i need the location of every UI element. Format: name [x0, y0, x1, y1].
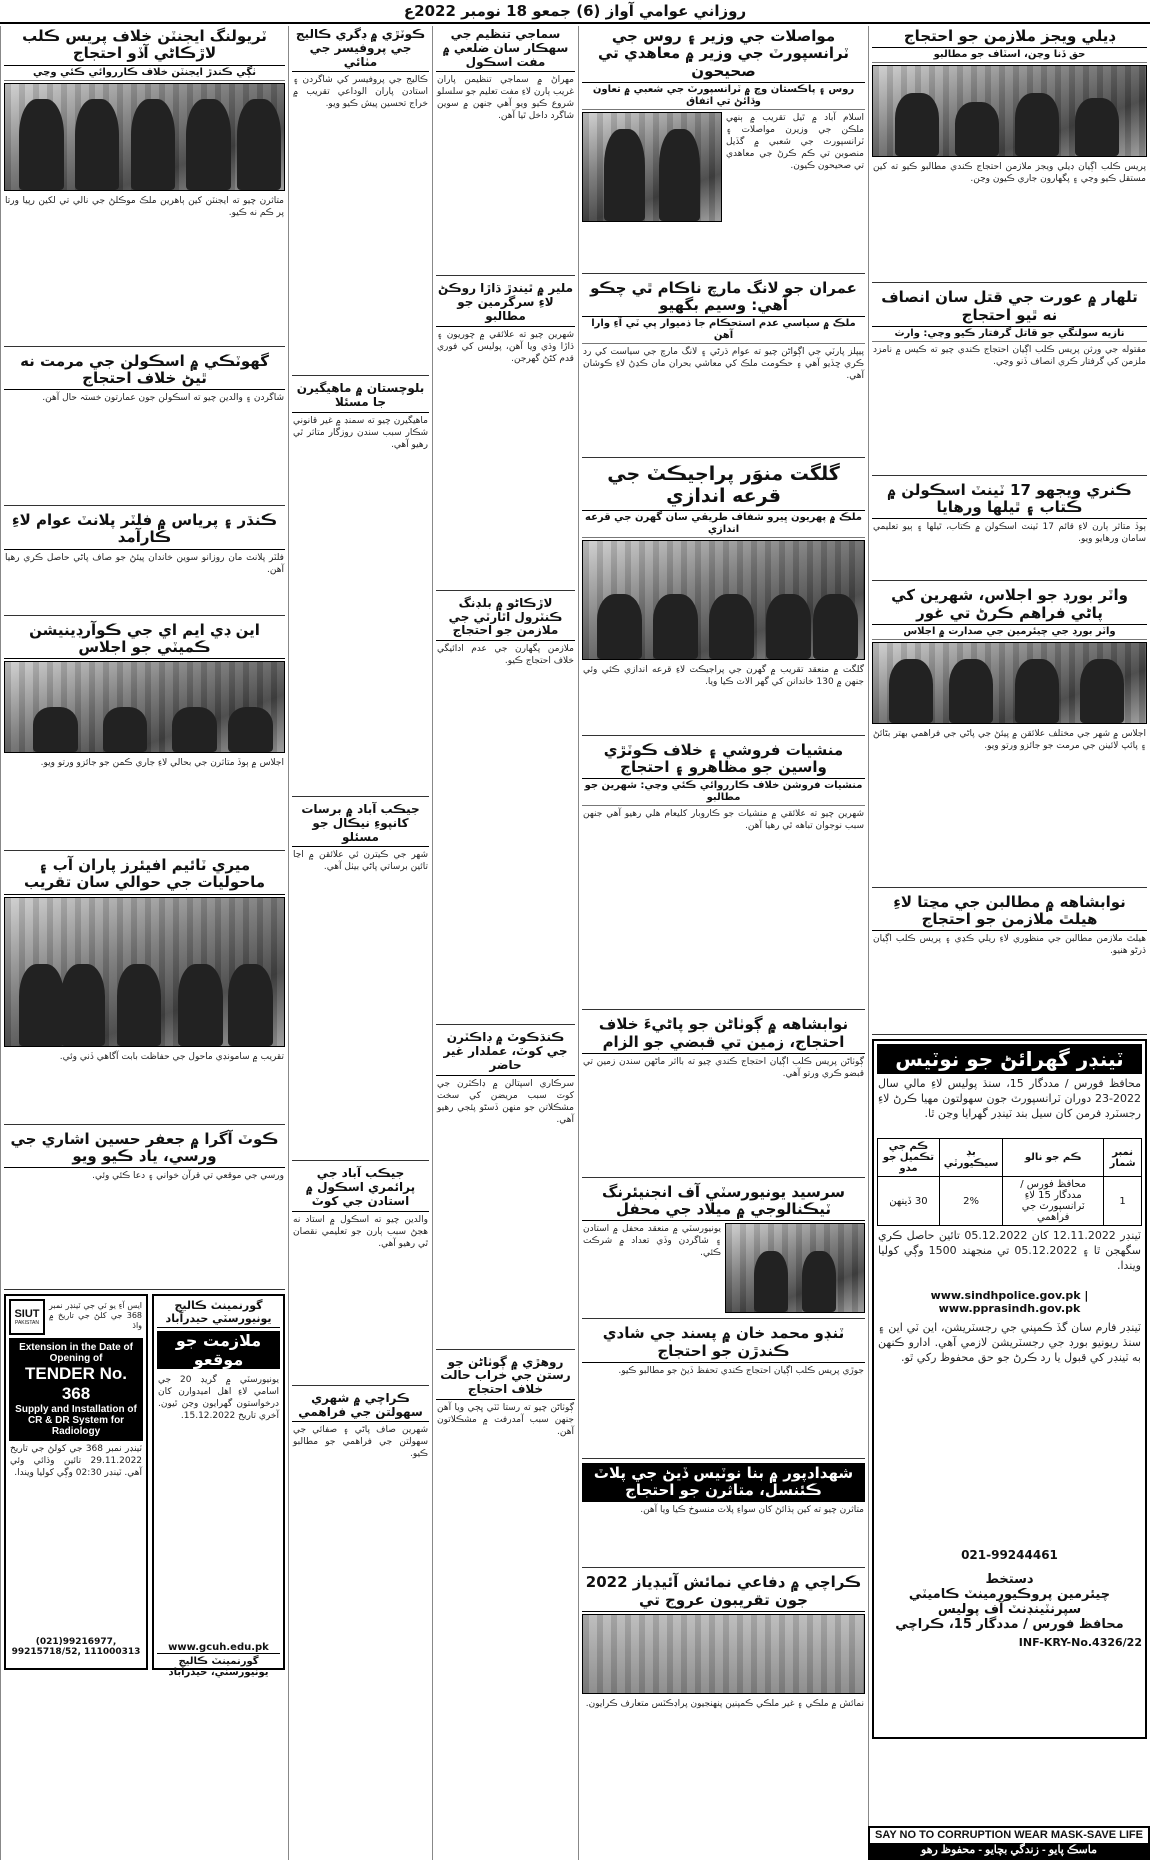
story-talhar	[872, 287, 1147, 476]
siut-title-3: Supply and Installation of	[15, 1404, 137, 1415]
siut-title-1: Extension in the Date of Opening of	[19, 1342, 133, 1364]
story-body: ملازمن پگهارن جي عدم ادائيگي خلاف احتجاج ڪيو.	[437, 644, 574, 667]
story-daily-wages	[872, 26, 1147, 283]
headline[interactable]: ميري ٽائيم افيئرز پاران آب ۽ ماحوليات جي حوالي سان تقريب	[4, 855, 285, 895]
subheadline: ملڪ ۾ سياسي عدم استحڪام جا ذميوار پي ٽي آءِ وارا آهن	[582, 317, 865, 344]
story-tent-schools	[872, 480, 1147, 582]
headline[interactable]: گلگت منوَر پراجيڪٽ جي قرعه اندازي	[582, 462, 865, 511]
story-ghotki-schools	[4, 351, 285, 507]
story-building-control	[436, 595, 575, 1025]
story-body: شهرين چيو ته علائقي ۾ منشيات جو ڪاروبار کليعام هلي رهيو آهي جنهن سبب نوجوان تباهه ٿي رهيا آهن.	[583, 809, 864, 832]
tender-table	[877, 1138, 1142, 1226]
table-cell: 30 ڏينهن	[878, 1177, 940, 1226]
table-header: ڪم جي تڪميل جو مدو	[878, 1139, 940, 1177]
tender-ref: INF-KRY-No.4326/22	[1018, 1636, 1142, 1650]
siut-title-2: TENDER No. 368	[25, 1364, 128, 1403]
column-5	[0, 26, 288, 1860]
headline[interactable]: ڪوٽ آگرا ۾ جعفر حسين اشاري جي ورسي، ياد ڪيو ويو	[4, 1129, 285, 1169]
subheadline: نازيه سولنگي جو قاتل گرفتار ڪيو وڃي: وارث	[872, 327, 1147, 342]
tender-signer: چيئرمين پروڪيورمينٽ ڪاميٽي	[908, 1587, 1111, 1603]
meeting-photo	[4, 661, 285, 753]
headline[interactable]: اين ڊي ايم اي جي ڪوآرڊينيشن ڪميٽي جو اجلاس	[4, 620, 285, 660]
table-cell: محافظ فورس / مددگار 15 لاءِ ٽرانسپورٽ جي فراهمي	[1003, 1177, 1104, 1226]
seminar-photo	[4, 897, 285, 1047]
story-body: اجلاس ۾ ٻوڏ متاثرن جي بحالي لاءِ جاري ڪمن جو جائزو ورتو ويو.	[40, 758, 284, 768]
siut-title-4: CR & DR System for Radiology	[27, 1415, 125, 1437]
table-header: ڪم جو نالو	[1003, 1139, 1104, 1177]
siut-tender-ad	[4, 1294, 148, 1670]
headline[interactable]: ڊيلي ويجز ملازمن جو احتجاج	[872, 26, 1147, 48]
table-cell: 2%	[939, 1177, 1002, 1226]
tender-unit: محافظ فورس / مددگار 15، ڪراچي	[895, 1617, 1124, 1633]
story-long-march	[582, 278, 865, 459]
balloting-photo	[582, 540, 865, 660]
story-body: هيلٿ ملازمن مطالبن جي منظوري لاءِ ريلي ڪڍي ۽ پريس ڪلب اڳيان ڌرڻو هنيو.	[873, 934, 1146, 957]
slogan-english: SAY NO TO CORRUPTION WEAR MASK-SAVE LIFE	[875, 1829, 1143, 1841]
table-cell: 1	[1104, 1177, 1142, 1226]
mehfil-photo	[725, 1223, 865, 1313]
story-body: ماهيگيرن چيو ته سمنڊ ۾ غير قانوني شڪار سبب سندن روزگار متاثر ٿي رهيو آهي.	[293, 415, 428, 450]
story-body: پريس ڪلب اڳيان ڊيلي ويجز ملازمن احتجاج ڪندي مطالبو ڪيو ته کين مستقل ڪيو وڃي ۽ پگهارون جاري ڪيون وڃن.	[873, 162, 1146, 185]
story-body: شهرين صاف پاڻي ۽ صفائي جي سهولتن جي فراهمي جو مطالبو ڪيو.	[293, 1425, 428, 1460]
headline[interactable]: جيڪب آباد جي پرائمري اسڪول ۾ استادن جي کوٽ	[292, 1165, 429, 1211]
footer-slogan	[868, 1826, 1150, 1860]
siut-logo	[9, 1299, 45, 1335]
headline[interactable]: سرسيد يونيورسٽي آف انجنيئرنگ ٽيڪنالوجي ۾ ميلاد جي محفل	[582, 1182, 865, 1222]
story-body: شهر جي ڪيترن ئي علائقن ۾ اڃا تائين برساتي پاڻي بيٺل آهي.	[293, 850, 428, 873]
story-kandhkot	[436, 1029, 575, 1349]
subheadline: واٽر بورڊ جي چيئرمين جي صدارت ۾ اجلاس	[872, 625, 1147, 640]
story-body: مهراڻ ۾ سماجي تنظيمن پاران غريب ٻارن لاءِ مفت تعليم جو سلسلو شروع ڪيو ويو آهي جنهن ۾ سوين شاگرد داخل ٿيا آهن.	[437, 75, 574, 122]
subheadline: روس ۽ پاڪستان وچ ۾ ٽرانسپورٽ جي شعبي ۾ تعاون وڌائڻ تي اتفاق	[582, 83, 865, 110]
story-body: اسلام آباد ۾ ٿيل تقريب ۾ ٻنهي ملڪن جي وزيرن مواصلات ۽ ٽرانسپورٽ جي شعبي ۾ گڏيل منصوبن تي ڪم ڪرڻ جي معاهدي تي صحيحون ڪيون.	[726, 112, 864, 171]
story-body: مقتوله جي ورثن پريس ڪلب اڳيان احتجاج ڪندي چيو ته ڪيس ۾ نامزد ملزمن کي گرفتار ڪري انصاف ڏنو وڃي.	[873, 344, 1146, 367]
headline[interactable]: منشيات فروشي ۽ خلاف ڪوٽڙي واسين جو مظاهرو ۽ احتجاج	[582, 740, 865, 780]
headline[interactable]: ڪراچي ۾ دفاعي نمائش آئيڊياز 2022 جون تقريبون عروج تي	[582, 1572, 865, 1612]
headline[interactable]: ڪنڌڪوٽ ۾ ڊاڪٽرن جي کوٽ، عملدار غير حاضر	[436, 1029, 575, 1075]
column-2	[578, 26, 868, 1860]
story-gilgit-balloting	[582, 462, 865, 736]
tender-signature: دستخط	[985, 1572, 1034, 1588]
table-header: بڊ سيڪيورٽي	[939, 1139, 1002, 1177]
story-health-workers	[872, 892, 1147, 1036]
gcuh-title: گورنمينٽ ڪاليج يونيورسٽي حيدرآباد	[157, 1299, 280, 1328]
story-body: نمائش ۾ ملڪي ۽ غير ملڪي ڪمپنين پنهنجيون پراڊڪٽس متعارف ڪرايون.	[585, 1698, 864, 1709]
tender-dates: ٽينڊر 12.11.2022 کان 05.12.2022 تائين حاصل ڪري سگهجن ٿا ۽ 05.12.2022 تي منجهند 1500 وڳي کوليا ويندا.	[878, 1229, 1142, 1273]
story-body: ورسي جي موقعي تي قرآن خواني ۽ دعا ڪئي وئي.	[92, 1171, 284, 1181]
story-body: والدين چيو ته اسڪول ۾ استاد نه هجڻ سبب ٻارن جو تعليمي نقصان ٿي رهيو آهي.	[293, 1214, 428, 1249]
headline[interactable]: بلوچستان ۾ ماهيگيرن جا مسئلا	[292, 380, 429, 413]
story-barsi	[4, 1129, 285, 1291]
headline[interactable]: جيڪب آباد ۾ برسات کانپوءِ نيڪال جو مسئلو	[292, 801, 429, 847]
siut-body: ٽينڊر نمبر 368 جي کولڻ جي تاريخ 29.11.2022 تائين وڌائي وئي آهي. ٽينڊر 02:30 وڳي کوليا ويندا.	[10, 1444, 143, 1478]
gcuh-sign: گورنمينٽ ڪاليج يونيورسٽي، حيدرآباد	[157, 1653, 280, 1678]
story-russia-agreement	[582, 26, 865, 274]
subheadline: حق ڏنا وڃن، اسٽاف جو مطالبو	[872, 48, 1147, 63]
story-body: ڳوٺاڻن چيو ته رستا ٽٽي ڀڄي ويا آهن جنهن سبب آمدرفت ۾ مشڪلاتون آهن.	[437, 1402, 574, 1437]
story-fishermen	[292, 380, 429, 797]
headline[interactable]: ڪنري ويجهو 17 ٽينٽ اسڪولن ۾ ڪتاب ۽ ٿيلها ورهايا	[872, 480, 1147, 520]
story-ndma	[4, 620, 285, 852]
subheadline: ٺڳي ڪندڙ ايجنٽن خلاف ڪارروائي ڪئي وڃي	[4, 66, 285, 81]
story-water-board	[872, 585, 1147, 888]
story-body: فلٽر پلانٽ مان روزانو سوين خاندان پيئڻ جو صاف پاڻي حاصل ڪري رهيا آهن.	[5, 552, 284, 575]
headline[interactable]: ڪنڌر ۽ پرياس ۾ فلٽر پلانٽ عوام لاءِ ڪارآمد	[4, 510, 285, 550]
story-rohri	[436, 1354, 575, 1503]
story-body: ڳوٺاڻن پريس ڪلب اڳيان احتجاج ڪندي چيو ته بااثر ماڻهن سندن زمين تي قبضو ڪري ورتو آهي.	[583, 1056, 864, 1079]
tender-phone: 021-99244461	[961, 1548, 1058, 1563]
story-body: متاثرن چيو ته کين ٻڌائڻ کان سواءِ پلاٽ منسوخ ڪيا ويا آهن.	[640, 1505, 864, 1516]
story-filter-plant	[4, 510, 285, 616]
siut-english-block	[9, 1338, 143, 1441]
siut-logo-text: SIUT	[14, 1308, 40, 1320]
story-body: سرڪاري اسپتالن ۾ ڊاڪٽرن جي کوٽ سبب مريضن کي سخت مشڪلاتن جو منهن ڏسڻو پئجي رهيو آهي.	[437, 1078, 574, 1125]
headline[interactable]: گهوٽڪي ۾ اسڪولن جي مرمت نه ٿيڻ خلاف احتجاج	[4, 351, 285, 391]
tender-office: سپرنٽينڊنٽ آف پوليس	[937, 1602, 1082, 1618]
story-body: پيپلز پارٽي جي اڳواڻن چيو ته عوام ڌرڻي ۽ لانگ مارچ جي سياست کي رد ڪري ڇڏيو آهي ۽ حڪومت ملڪ کي معاشي بحران مان ڪڍڻ لاءِ ڪوشان آهي.	[583, 347, 864, 382]
gcuh-website[interactable]: www.gcuh.edu.pk	[168, 1642, 269, 1653]
story-nawabshah-land	[582, 1014, 865, 1178]
story-body: جوڙي پريس ڪلب اڳيان احتجاج ڪندي تحفظ ڏيڻ جو مطالبو ڪيو.	[618, 1365, 864, 1376]
siut-urdu: ايس آءِ يو ٽي جي ٽينڊر نمبر 368 جي کلڻ جي تاريخ ۾ واڌ	[49, 1301, 143, 1330]
story-body: متاثرن چيو ته ايجنٽن کين ٻاهرين ملڪ موڪلڻ جي نالي تي لکين رپيا ورتا پر ڪم نه ڪيو.	[5, 195, 284, 218]
story-shahdadpur-plots	[582, 1463, 865, 1569]
gcuh-body: يونيورسٽي ۾ گريڊ 20 جي اسامي لاءِ اهل اميدوارن کان درخواستون گهرايون وڃن ٿيون. آخري تاريخ 15.12.2022.	[158, 1375, 279, 1421]
story-jacobabad-school	[292, 1165, 429, 1385]
headline[interactable]: نوابشاهه ۾ ڳوٺاڻن جو پاڻيءَ خلاف احتجاج، زمين تي قبضي جو الزام	[582, 1014, 865, 1054]
story-sir-syed	[582, 1182, 865, 1320]
subheadline: منشيات فروشن خلاف ڪارروائي ڪئي وڃي: شهرين جو مطالبو	[582, 779, 865, 806]
masthead: روزاني عوامي آواز (6) جمعو 18 نومبر 2022ع	[0, 0, 1150, 24]
protest-photo	[872, 65, 1147, 157]
column-4	[288, 26, 432, 1860]
story-body: گلگت ۾ منعقد تقريب ۾ گهرن جي پراجيڪٽ لاءِ قرعه اندازي ڪئي وئي جنهن ۾ 130 خاندانن کي گهر الاٽ ڪيا ويا.	[583, 664, 864, 687]
gcuh-job-ad	[152, 1294, 285, 1678]
subheadline: ملڪ ۾ پهريون ڀيرو شفاف طريقي سان گهرن جي قرعه اندازي	[582, 511, 865, 538]
story-body: اجلاس ۾ شهر جي مختلف علائقن ۾ پيئڻ جي پاڻي جي فراهمي بهتر بڻائڻ ۽ پائپ لائينن جي مرمت جو جائزو ورتو ويو.	[873, 728, 1146, 751]
story-jacobabad-rain	[292, 801, 429, 1161]
headline[interactable]: ڪراچي ۾ شهري سهولتن جي فراهمي	[292, 1390, 429, 1423]
story-tando-couple	[582, 1323, 865, 1459]
headline[interactable]: لاڙڪاڻو ۾ بلڊنگ ڪنٽرول اٿارٽي جي ملازمن جو احتجاج	[436, 595, 575, 641]
tender-terms: ٽينڊر فارم سان گڏ ڪمپني جي رجسٽريشن، اين ٽي اين ۽ سنڌ ريونيو بورڊ جي رجسٽريشن لازمي آهي. ادارو ڪنهن به ٽينڊر کي قبول يا رد ڪرڻ جو حق محفوظ رکي ٿو.	[878, 1321, 1141, 1365]
story-body: يونيورسٽي ۾ منعقد محفل ۾ استادن ۽ شاگردن وڏي تعداد ۾ شرڪت ڪئي.	[583, 1224, 721, 1259]
gcuh-job-heading: ملازمت جو موقعو	[157, 1331, 280, 1369]
story-drugs-protest	[582, 740, 865, 1011]
story-body: تقريب ۾ سامونڊي ماحول جي حفاظت بابت آگاهي ڏني وئي.	[59, 1051, 284, 1062]
ministers-photo	[582, 112, 722, 222]
story-free-school	[436, 26, 575, 276]
protest-photo	[4, 83, 285, 191]
story-maritime	[4, 855, 285, 1125]
siut-country: PAKISTAN	[15, 1320, 39, 1326]
story-body: شهرين چيو ته علائقي ۾ چوريون ۽ ڌاڙا وڌي ويا آهن، پوليس کي فوري قدم کڻڻ گهرجن.	[437, 329, 574, 364]
headline[interactable]: واٽر بورڊ جو اجلاس، شهرين کي پاڻي فراهم ڪرڻ تي غور	[872, 585, 1147, 625]
tender-websites[interactable]: www.sindhpolice.gov.pk | www.pprasindh.gov.pk	[930, 1289, 1089, 1316]
story-body: ڪاليج جي پروفيسر کي شاگردن ۽ استادن پاران الوداعي تقريب ۾ خراج تحسين پيش ڪيو ويو.	[293, 75, 428, 110]
tender-title: ٽينڊر گهرائڻ جو نوٽيس	[877, 1044, 1142, 1074]
story-travel-agents	[4, 26, 285, 347]
headline[interactable]: ٽريولنگ ايجنٽن خلاف پريس ڪلب لاڙڪاڻي آڏو احتجاج	[4, 26, 285, 66]
column-1	[868, 26, 1150, 1860]
headline[interactable]: سماجي تنظيم جي سهڪار سان ضلعي ۾ مفت اسڪول	[436, 26, 575, 72]
tender-notice	[872, 1039, 1147, 1739]
headline[interactable]: تلهار ۾ عورت جي قتل سان انصاف نه ٿيو احتجاج	[872, 287, 1147, 327]
siut-contact: (021)99216977, 99215718/52, 111000313	[11, 1637, 141, 1657]
meeting-photo	[872, 642, 1147, 724]
tender-intro: محافظ فورس / مددگار 15، سنڌ پوليس لاءِ مالي سال 2022-23 دوران ٽرانسپورٽ جون سهولتون مهيا ڪرڻ لاءِ رجسٽرڊ فرمن کان سيل بند ٽينڊر گهرايا وڃن ٿا.	[878, 1077, 1141, 1121]
table-header: نمبر شمار	[1104, 1139, 1142, 1177]
story-karachi	[292, 1390, 429, 1566]
headline[interactable]: روهڙي ۾ ڳوٺاڻن جو رستن جي خراب حالت خلاف احتجاج	[436, 1354, 575, 1400]
story-body: شاگردن ۽ والدين چيو ته اسڪولن جون عمارتون خستہ حال آهن.	[42, 393, 284, 403]
headline[interactable]: مواصلات جي وزير ۽ روس جي ٽرانسپورٽ جي وزير ۾ معاهدي تي صحيحون	[582, 26, 865, 83]
headline[interactable]: ڪوٽڙي ۾ ڊگري ڪاليج جي پروفيسر جي مٺائي	[292, 26, 429, 72]
story-ideas-2022	[582, 1572, 865, 1743]
headline[interactable]: عمران جو لانگ مارچ ناڪام ٿي چڪو آهي: وسيم بگهيو	[582, 278, 865, 318]
headline[interactable]: شهدادپور ۾ بنا نوٽيس ڏيڻ جي پلاٽ ڪئنسل، متاثرن جو احتجاج	[582, 1463, 865, 1503]
column-3	[432, 26, 578, 1860]
story-malir	[436, 280, 575, 590]
headline[interactable]: ملير ۾ ٿيندڙ ڌاڙا روڪڻ لاءِ سرگرمين جو مطالبو	[436, 280, 575, 326]
headline[interactable]: ٽنڊو محمد خان ۾ پسند جي شادي ڪندڙن جو احتجاج	[582, 1323, 865, 1363]
slogan-sindhi: ماسڪ پايو - زندگي بچايو - محفوظ رهو	[870, 1843, 1148, 1858]
story-body: ٻوڏ متاثر ٻارن لاءِ قائم 17 ٽينٽ اسڪولن ۾ ڪتاب، ٿيلها ۽ ٻيو تعليمي سامان ورهايو ويو.	[873, 522, 1146, 545]
jet-photo	[582, 1614, 865, 1694]
story-kotri-college	[292, 26, 429, 376]
headline[interactable]: نوابشاهه ۾ مطالبن جي مڃتا لاءِ هيلٿ ملازمن جو احتجاج	[872, 892, 1147, 932]
